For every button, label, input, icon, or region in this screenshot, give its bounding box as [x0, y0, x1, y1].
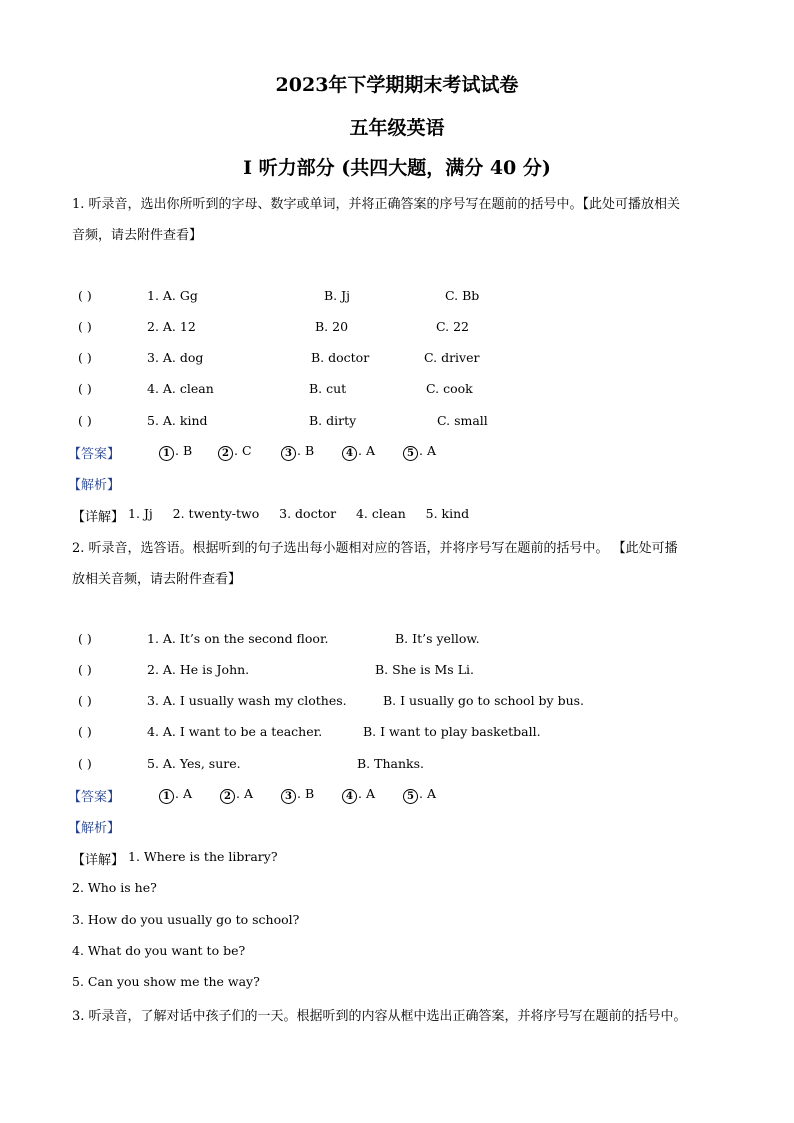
answer-item: 4 . A — [342, 786, 375, 804]
circled-number: 5 — [403, 446, 418, 461]
option-b: B. cut — [309, 381, 347, 396]
answer-item: 4 . A — [342, 443, 375, 461]
circled-number: 2 — [220, 789, 235, 804]
option-b: B. She is Ms Li. — [375, 662, 474, 677]
option-a: 2. A. 12 — [147, 319, 196, 334]
answer-paren[interactable]: ( ) — [78, 631, 92, 646]
answer-item: 2 . A — [220, 786, 253, 804]
circled-number: 2 — [218, 446, 233, 461]
answer-item: 5 . A — [403, 443, 436, 461]
q3-instruction-line1: 3. 听录音，了解对话中孩子们的一天。根据听到的内容从框中选出正确答案，并将序号写在题前的括号中。 — [72, 1009, 687, 1024]
section-heading: Ⅰ 听力部分 (共四大题，满分 40 分) — [243, 157, 551, 179]
answer-paren[interactable]: ( ) — [78, 413, 92, 428]
answer-paren[interactable]: ( ) — [78, 662, 92, 677]
answer-item: 1 . A — [159, 786, 192, 804]
detail-line: 1. Where is the library? — [128, 849, 278, 864]
option-c: C. driver — [424, 350, 480, 365]
circled-number: 3 — [281, 446, 296, 461]
circled-number: 4 — [342, 789, 357, 804]
option-a: 3. A. dog — [147, 350, 204, 365]
option-a: 4. A. clean — [147, 381, 214, 396]
analysis-label: 【解析】 — [68, 821, 121, 836]
answer-paren[interactable]: ( ) — [78, 756, 92, 771]
detail-line: 2. Who is he? — [72, 880, 157, 895]
answer-paren[interactable]: ( ) — [78, 288, 92, 303]
detail-label: 【详解】 — [72, 510, 125, 525]
exam-title: 2023年下学期期末考试试卷 — [275, 74, 519, 96]
q1-instruction-line1: 1. 听录音，选出你所听到的字母、数字或单词，并将正确答案的序号写在题前的括号中。【此处可播放相关 — [72, 197, 681, 212]
option-c: C. 22 — [436, 319, 469, 334]
answer-item: 3 . B — [281, 786, 314, 804]
option-c: C. cook — [426, 381, 473, 396]
answer-item: 3 . B — [281, 443, 314, 461]
option-b: B. I want to play basketball. — [363, 724, 541, 739]
answer-paren[interactable]: ( ) — [78, 350, 92, 365]
answer-paren[interactable]: ( ) — [78, 381, 92, 396]
answer-item: 2 . C — [218, 443, 252, 461]
option-a: 2. A. He is John. — [147, 662, 250, 677]
detail-text: 1. Jj 2. twenty-two 3. doctor 4. clean 5. kind — [128, 506, 470, 521]
option-b: B. 20 — [315, 319, 349, 334]
detail-line: 4. What do you want to be? — [72, 943, 246, 958]
detail-label: 【详解】 — [72, 853, 125, 868]
answer-label: 【答案】 — [68, 447, 121, 462]
option-a: 1. A. It’s on the second floor. — [147, 631, 329, 646]
option-a: 5. A. kind — [147, 413, 208, 428]
option-b: B. Thanks. — [357, 756, 424, 771]
circled-number: 4 — [342, 446, 357, 461]
answer-paren[interactable]: ( ) — [78, 693, 92, 708]
option-b: B. It’s yellow. — [395, 631, 480, 646]
answer-label: 【答案】 — [68, 790, 121, 805]
circled-number: 5 — [403, 789, 418, 804]
option-b: B. dirty — [309, 413, 357, 428]
exam-subtitle: 五年级英语 — [349, 117, 445, 139]
analysis-label: 【解析】 — [68, 478, 121, 493]
answer-item: 1 . B — [159, 443, 192, 461]
option-b: B. I usually go to school by bus. — [383, 693, 585, 708]
option-c: C. Bb — [445, 288, 480, 303]
option-a: 5. A. Yes, sure. — [147, 756, 241, 771]
answer-item: 5 . A — [403, 786, 436, 804]
q2-instruction-line1: 2. 听录音，选答语。根据听到的句子选出每小题相对应的答语，并将序号写在题前的括号中。 【此处可播 — [72, 541, 678, 556]
detail-line: 3. How do you usually go to school? — [72, 912, 300, 927]
circled-number: 1 — [159, 789, 174, 804]
circled-number: 3 — [281, 789, 296, 804]
answer-paren[interactable]: ( ) — [78, 319, 92, 334]
option-c: C. small — [437, 413, 488, 428]
answer-paren[interactable]: ( ) — [78, 724, 92, 739]
option-b: B. doctor — [311, 350, 370, 365]
q2-instruction-line2: 放相关音频，请去附件查看】 — [72, 572, 242, 587]
option-b: B. Jj — [324, 288, 351, 303]
option-a: 4. A. I want to be a teacher. — [147, 724, 323, 739]
circled-number: 1 — [159, 446, 174, 461]
q1-instruction-line2: 音频，请去附件查看】 — [72, 228, 203, 243]
option-a: 1. A. Gg — [147, 288, 198, 303]
detail-line: 5. Can you show me the way? — [72, 974, 260, 989]
option-a: 3. A. I usually wash my clothes. — [147, 693, 347, 708]
